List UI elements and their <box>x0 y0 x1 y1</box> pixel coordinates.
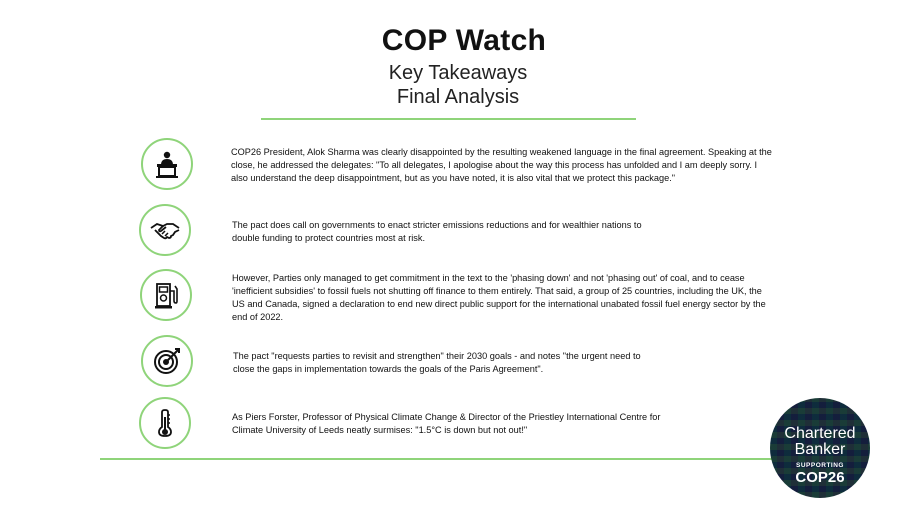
icon-circle-thermometer <box>139 397 191 449</box>
top-divider <box>261 118 636 120</box>
chartered-banker-badge <box>770 398 870 498</box>
handshake-icon <box>149 214 181 246</box>
badge-line-chartered: Chartered <box>784 425 856 442</box>
subtitle-key-takeaways: Key Takeaways <box>388 62 528 84</box>
item-3-text: However, Parties only managed to get commitment in the text to the 'phasing down' and not 'phasing out' of coal, and to cease 'inefficient subsidies' to fossil fuels not shutting off finance to them entirely. That said, a group of 25 countries, including the UK, the US and Canada, signed a declaration to end new direct public support for the international unabated fossil fuel energy sector by the end of 2022. <box>232 273 766 322</box>
icon-circle-handshake <box>139 204 191 256</box>
podium-speaker-icon <box>151 148 183 180</box>
icon-circle-fuel <box>140 269 192 321</box>
badge-line-supporting: SUPPORTING <box>796 462 844 469</box>
page-title: COP Watch <box>381 24 547 57</box>
fuel-pump-icon <box>150 279 182 311</box>
icon-circle-target <box>141 335 193 387</box>
thermometer-icon <box>149 407 181 439</box>
item-1-text: COP26 President, Alok Sharma was clearly disappointed by the resulting weakened language in the final agreement. Speaking at the close, he addressed the delegates: "To all delegates, I apologise about the way this process has unfolded and I am deeply sorry. I also understand the deep disappointment, but as you have noted, it is also vital that we protect this package." <box>231 147 772 183</box>
icon-circle-podium <box>141 138 193 190</box>
target-icon <box>151 345 183 377</box>
item-5-text: As Piers Forster, Professor of Physical Climate Change & Director of the Priestley International Centre for Climate University of Leeds neatly surmises: "1.5°C is down but not out!" <box>232 412 661 435</box>
bottom-divider <box>100 458 780 460</box>
item-2-text: The pact does call on governments to enact stricter emissions reductions and for wealthier nations to double funding to protect countries most at risk. <box>232 220 642 243</box>
badge-line-banker: Banker <box>794 441 846 458</box>
subtitle-final-analysis: Final Analysis <box>396 86 520 108</box>
item-4-text: The pact "requests parties to revisit and strengthen" their 2030 goals - and notes "the urgent need to close the gaps in implementation towards the goals of the Paris Agreement". <box>233 351 641 374</box>
badge-line-cop26: COP26 <box>795 469 845 486</box>
